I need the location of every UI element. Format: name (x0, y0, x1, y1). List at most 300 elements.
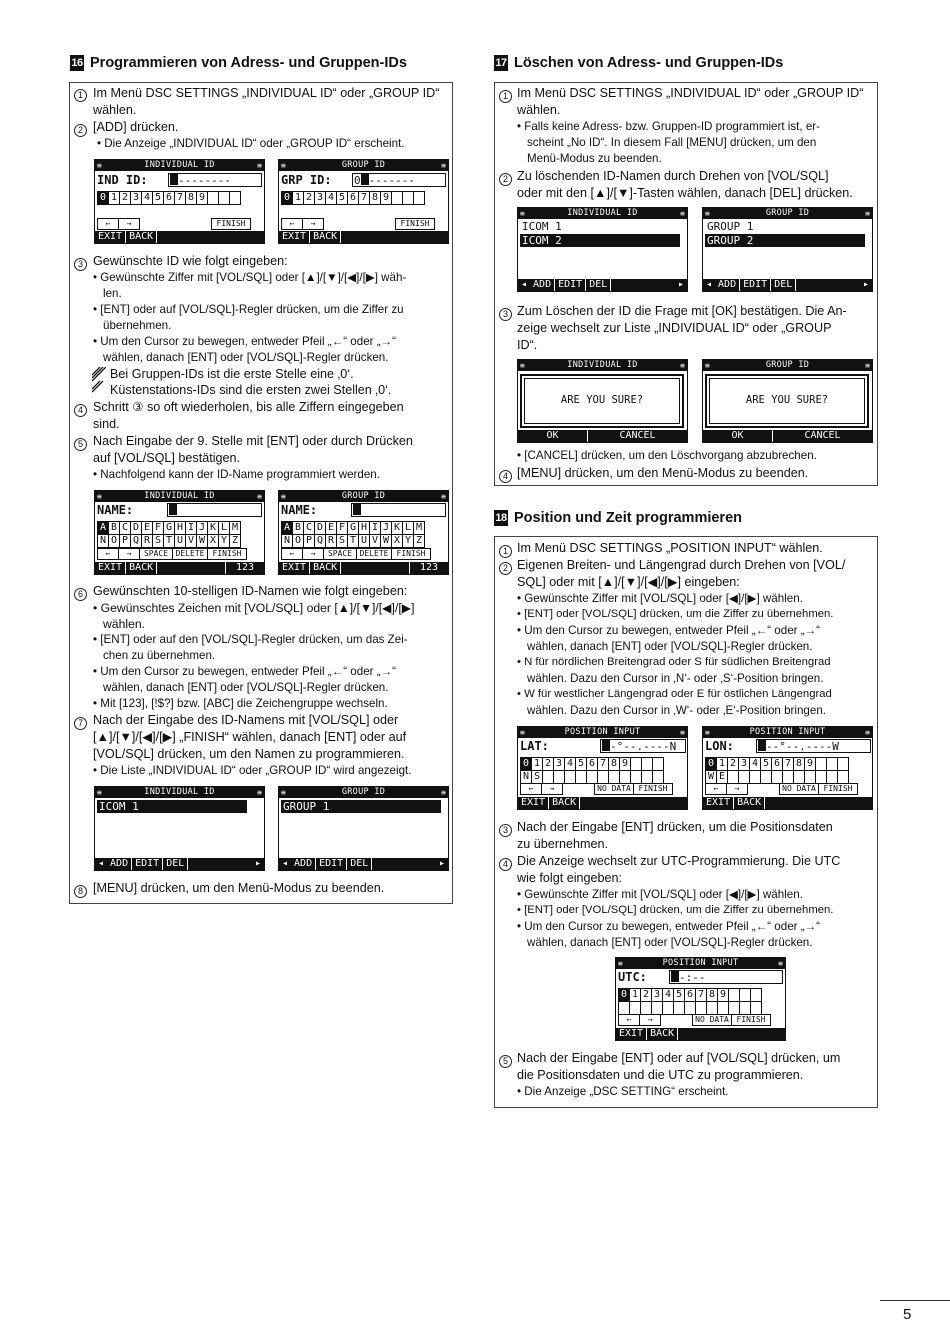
cursor (361, 174, 369, 185)
lcd-name-entry-individual (94, 490, 265, 575)
grid-cell (402, 192, 413, 204)
step-3: 3 (499, 820, 512, 838)
grid-cell[interactable]: H (358, 522, 369, 534)
grid-cell[interactable]: S (152, 535, 163, 547)
scroll-right-icon: ▸ (677, 279, 684, 290)
letter-grid-row2[interactable] (281, 534, 425, 548)
grid-cell[interactable]: K (207, 522, 218, 534)
lcd-group-id-entry (278, 159, 449, 244)
digit-grid[interactable] (97, 191, 241, 205)
menu-icon: ≡ (281, 788, 286, 797)
back-softkey[interactable]: BACK (126, 231, 157, 243)
nav-buttons (281, 218, 434, 230)
grid-cell[interactable]: V (369, 535, 380, 547)
bullet: wählen. Dazu den Cursor in ‚W‘- oder ‚E‘-Position bringen. (527, 704, 826, 717)
grid-cell[interactable]: T (163, 535, 174, 547)
grid-cell[interactable]: 4 (749, 758, 760, 770)
id-field[interactable]: -------- (168, 173, 262, 187)
scroll-left-icon: ◂ (282, 858, 289, 869)
exit-softkey[interactable]: EXIT (518, 797, 549, 809)
back-softkey[interactable]: BACK (126, 562, 157, 574)
space-button[interactable]: SPACE (323, 548, 357, 560)
utc-field[interactable]: -:-- (669, 970, 783, 984)
grid-cell[interactable]: 0 (520, 758, 531, 770)
grid-cell[interactable]: R (325, 535, 336, 547)
grid-cell (826, 758, 837, 770)
finish-button[interactable]: FINISH (207, 548, 247, 560)
section-heading: Programmieren von Adress- und Gruppen-IDs (90, 55, 407, 71)
grid-cell[interactable]: A (281, 522, 292, 534)
arrow-left-button[interactable]: ← (281, 218, 303, 230)
bullet: • Um den Cursor zu bewegen, entweder Pfeil „←“ oder „→“ (93, 335, 397, 348)
grid-cell[interactable]: 5 (336, 192, 347, 204)
grid-cell (629, 1002, 640, 1014)
arrow-right-button[interactable]: → (118, 548, 140, 560)
grid-cell[interactable]: 4 (662, 989, 673, 1001)
grid-cell[interactable]: 0 (97, 192, 108, 204)
menu-icon: ≡ (520, 361, 525, 370)
ok-softkey[interactable]: OK (518, 430, 588, 442)
grid-cell[interactable]: E (141, 522, 152, 534)
add-softkey[interactable]: ADD (715, 279, 740, 291)
space-button[interactable]: SPACE (139, 548, 173, 560)
step-text: Zu löschenden ID-Namen durch Drehen von [VOL/SQL] (517, 169, 829, 183)
grid-cell[interactable]: N (520, 771, 531, 783)
grid-cell[interactable]: 4 (325, 192, 336, 204)
grid-cell (771, 771, 782, 783)
finish-button[interactable]: FINISH (731, 1014, 771, 1026)
cursor (602, 740, 610, 751)
section-heading: Position und Zeit programmieren (514, 510, 742, 526)
grid-cell[interactable]: 9 (619, 758, 630, 770)
back-softkey[interactable]: BACK (734, 797, 765, 809)
step-text: sind. (93, 417, 120, 431)
grid-cell[interactable]: 0 (618, 989, 629, 1001)
grid-cell[interactable]: 8 (369, 192, 380, 204)
grid-cell (750, 989, 761, 1001)
mode-123-softkey[interactable]: 123 (225, 562, 264, 574)
grid-cell[interactable]: N (97, 535, 108, 547)
grid-cell[interactable]: 5 (152, 192, 163, 204)
grid-cell[interactable]: 6 (684, 989, 695, 1001)
grid-cell[interactable]: F (152, 522, 163, 534)
add-softkey[interactable]: ADD (530, 279, 555, 291)
name-label: NAME: (97, 503, 134, 517)
grid-cell[interactable]: 8 (706, 989, 717, 1001)
grid-cell[interactable]: U (174, 535, 185, 547)
step-text: wie folgt eingeben: (517, 871, 623, 885)
bullet: • Um den Cursor zu bewegen, entweder Pfeil „←“ oder „→“ (517, 624, 821, 637)
digit-grid[interactable] (281, 191, 425, 205)
grid-cell[interactable]: 8 (793, 758, 804, 770)
arrow-left-button[interactable]: ← (97, 218, 119, 230)
grid-cell[interactable]: 2 (640, 989, 651, 1001)
cancel-softkey[interactable]: CANCEL (619, 430, 656, 441)
grid-cell[interactable]: B (108, 522, 119, 534)
grid-cell[interactable]: M (413, 522, 424, 534)
del-softkey[interactable]: DEL (347, 858, 372, 870)
edit-softkey[interactable]: EDIT (740, 279, 771, 291)
lcd-group-id-list-delete (702, 207, 873, 292)
bullet: Menü-Modus zu beenden. (527, 152, 662, 165)
spacer (747, 783, 780, 795)
grid-cell (750, 1002, 761, 1014)
del-softkey[interactable]: DEL (163, 858, 188, 870)
grid-cell[interactable]: 3 (738, 758, 749, 770)
edit-softkey[interactable]: EDIT (316, 858, 347, 870)
grid-cell[interactable]: 9 (380, 192, 391, 204)
grid-cell (837, 758, 848, 770)
grid-cell[interactable]: 7 (174, 192, 185, 204)
grid-cell[interactable]: R (141, 535, 152, 547)
grid-cell[interactable]: 4 (141, 192, 152, 204)
grid-cell[interactable]: N (281, 535, 292, 547)
exit-softkey[interactable]: EXIT (279, 231, 310, 243)
scroll-left-icon: ◂ (98, 858, 105, 869)
add-softkey[interactable]: ADD (291, 858, 316, 870)
grid-cell (684, 1002, 695, 1014)
step-4: 4 (499, 466, 512, 484)
del-softkey[interactable]: DEL (771, 279, 796, 291)
grid-cell[interactable]: M (229, 522, 240, 534)
lcd-title: GROUP ID (703, 360, 872, 371)
lcd-title: GROUP ID (279, 787, 448, 798)
grid-cell[interactable]: O (108, 535, 119, 547)
grid-cell (739, 989, 750, 1001)
grid-cell[interactable]: 1 (629, 989, 640, 1001)
grid-cell[interactable]: S (336, 535, 347, 547)
lon-label: LON: (705, 739, 734, 753)
grid-cell[interactable]: 7 (782, 758, 793, 770)
grid-cell[interactable]: S (531, 771, 542, 783)
grid-cell (597, 771, 608, 783)
grid-cell[interactable]: K (391, 522, 402, 534)
arrow-left-button[interactable]: ← (520, 783, 542, 795)
grid-cell[interactable]: Z (229, 535, 240, 547)
step-text: Im Menü DSC SETTINGS „INDIVIDUAL ID“ oder „GROUP ID“ (93, 86, 440, 100)
step-6: 6 (74, 584, 87, 602)
grid-cell (662, 1002, 673, 1014)
lcd-title: POSITION INPUT (703, 727, 872, 738)
grid-cell (793, 771, 804, 783)
softkeys (703, 430, 872, 442)
delete-button[interactable]: DELETE (172, 548, 208, 560)
menu-icon: ≡ (680, 209, 685, 218)
finish-button[interactable]: FINISH (211, 218, 251, 230)
grid-cell (728, 989, 739, 1001)
arrow-right-button[interactable]: → (726, 783, 748, 795)
cursor (671, 971, 679, 982)
grid-cell[interactable]: 1 (108, 192, 119, 204)
grid-cell[interactable]: V (185, 535, 196, 547)
lat-field[interactable]: -°--.----N (600, 739, 686, 753)
edit-softkey[interactable]: EDIT (132, 858, 163, 870)
grid-cell[interactable]: E (716, 771, 727, 783)
grid-cell (413, 192, 424, 204)
arrow-right-button[interactable]: → (302, 548, 324, 560)
arrow-left-button[interactable]: ← (281, 548, 303, 560)
lcd-title: POSITION INPUT (616, 958, 785, 969)
nav-buttons (705, 783, 857, 795)
name-field[interactable] (351, 503, 446, 517)
grid-cell (837, 771, 848, 783)
spacer (562, 783, 595, 795)
edit-softkey[interactable]: EDIT (555, 279, 586, 291)
grid-cell[interactable]: P (119, 535, 130, 547)
letter-grid-row1[interactable] (97, 521, 241, 535)
grid-cell[interactable]: 3 (553, 758, 564, 770)
grid-cell[interactable]: 2 (542, 758, 553, 770)
lcd-title: INDIVIDUAL ID (95, 491, 264, 502)
del-softkey[interactable]: DEL (586, 279, 611, 291)
menu-icon: ≡ (441, 788, 446, 797)
grid-cell[interactable]: 8 (608, 758, 619, 770)
grid-cell[interactable]: F (336, 522, 347, 534)
no-data-button[interactable]: NO DATA (779, 783, 819, 795)
ns-grid[interactable] (520, 770, 664, 784)
grid-cell[interactable]: 3 (651, 989, 662, 1001)
list-item[interactable]: GROUP 1 (281, 800, 441, 813)
grid-cell[interactable]: 2 (727, 758, 738, 770)
lcd-group-id-list (278, 786, 449, 871)
mode-123-softkey[interactable]: 123 (409, 562, 448, 574)
grid-cell[interactable]: X (391, 535, 402, 547)
exit-softkey[interactable]: EXIT (703, 797, 734, 809)
softkeys (703, 279, 872, 291)
bullet: • Die Anzeige „INDIVIDUAL ID“ oder „GROUP ID“ erscheint. (97, 137, 405, 150)
lcd-title: POSITION INPUT (518, 727, 687, 738)
grid-cell[interactable]: I (185, 522, 196, 534)
grid-cell[interactable]: A (97, 522, 108, 534)
grid-cell[interactable]: 0 (281, 192, 292, 204)
list-item[interactable]: GROUP 1 (707, 220, 754, 233)
grid-cell (728, 1002, 739, 1014)
grid-cell[interactable]: 1 (292, 192, 303, 204)
nav-buttons (618, 1014, 770, 1026)
bullet: • [CANCEL] drücken, um den Löschvorgang abzubrechen. (517, 449, 817, 462)
cursor (169, 504, 177, 515)
arrow-left-button[interactable]: ← (618, 1014, 640, 1026)
confirm-dialog (705, 374, 869, 428)
exit-softkey[interactable]: EXIT (616, 1028, 647, 1040)
grid-cell[interactable]: 1 (716, 758, 727, 770)
grid-cell (815, 771, 826, 783)
name-field[interactable] (167, 503, 262, 517)
grid-cell (630, 758, 641, 770)
grid-cell[interactable]: W (380, 535, 391, 547)
grid-cell[interactable]: 2 (303, 192, 314, 204)
grid-cell[interactable]: 5 (673, 989, 684, 1001)
no-data-button[interactable]: NO DATA (594, 783, 634, 795)
lcd-position-lat (517, 726, 688, 810)
grid-cell[interactable]: G (163, 522, 174, 534)
grid-cell[interactable]: 6 (163, 192, 174, 204)
grid-cell[interactable]: I (369, 522, 380, 534)
id-label: GRP ID: (281, 173, 332, 187)
grid-cell[interactable]: Y (402, 535, 413, 547)
grid-cell[interactable]: 3 (130, 192, 141, 204)
arrow-left-button[interactable]: ← (705, 783, 727, 795)
step-text: Schritt ③ so oft wiederholen, bis alle Ziffern eingegeben (93, 400, 404, 414)
bullet: wählen, danach [ENT] oder [VOL/SQL]-Regler drücken. (527, 936, 813, 949)
softkeys (518, 797, 687, 809)
back-softkey[interactable]: BACK (310, 231, 341, 243)
grid-cell[interactable]: 6 (586, 758, 597, 770)
exit-softkey[interactable]: EXIT (95, 231, 126, 243)
grid-cell[interactable]: 7 (695, 989, 706, 1001)
finish-button[interactable]: FINISH (633, 783, 673, 795)
menu-icon: ≡ (520, 209, 525, 218)
letter-grid-row2[interactable] (97, 534, 241, 548)
list-item[interactable]: ICOM 1 (522, 220, 562, 233)
step-5: 5 (74, 434, 87, 452)
step-number: 1 (74, 89, 87, 102)
step-text: zeige wechselt zur Liste „INDIVIDUAL ID“ oder „GROUP (517, 321, 832, 335)
digit-grid[interactable] (705, 757, 849, 771)
grid-cell[interactable]: 3 (314, 192, 325, 204)
arrow-right-button[interactable]: → (541, 783, 563, 795)
blank-grid (618, 1001, 762, 1015)
letter-grid-row1[interactable] (281, 521, 425, 535)
back-softkey[interactable]: BACK (647, 1028, 678, 1040)
bullet: • Gewünschte Ziffer mit [VOL/SQL] oder [◀]/[▶] wählen. (517, 888, 803, 901)
arrow-left-button[interactable]: ← (97, 548, 119, 560)
grid-cell[interactable]: 9 (196, 192, 207, 204)
step-text: [MENU] drücken, um den Menü-Modus zu beenden. (93, 881, 385, 895)
grid-cell[interactable]: 9 (804, 758, 815, 770)
lcd-confirm-group (702, 359, 873, 443)
cancel-softkey[interactable]: CANCEL (804, 430, 841, 441)
grid-cell[interactable]: 5 (760, 758, 771, 770)
delete-button[interactable]: DELETE (356, 548, 392, 560)
grid-cell[interactable]: H (174, 522, 185, 534)
bullet: • Gewünschte Ziffer mit [VOL/SQL] oder [◀]/[▶] wählen. (517, 592, 803, 605)
step-text: Nach der Eingabe des ID-Namens mit [VOL/SQL] oder (93, 713, 399, 727)
grid-cell[interactable]: 7 (358, 192, 369, 204)
lon-field[interactable]: --°--.----W (756, 739, 871, 753)
grid-cell[interactable]: 5 (575, 758, 586, 770)
step-3: 3 (499, 304, 512, 322)
grid-cell[interactable]: X (207, 535, 218, 547)
grid-cell[interactable]: 2 (119, 192, 130, 204)
grid-cell[interactable]: Q (314, 535, 325, 547)
grid-cell[interactable]: Y (218, 535, 229, 547)
digit-grid[interactable] (618, 988, 762, 1002)
lcd-title: GROUP ID (703, 208, 872, 219)
arrow-right-button[interactable]: → (302, 218, 324, 230)
digit-grid[interactable] (520, 757, 664, 771)
grid-cell[interactable]: E (325, 522, 336, 534)
grid-cell[interactable]: 6 (347, 192, 358, 204)
softkeys (518, 279, 687, 291)
grid-cell[interactable]: C (303, 522, 314, 534)
grid-cell[interactable]: 1 (531, 758, 542, 770)
id-field[interactable]: 0 ------- (352, 173, 446, 187)
exit-softkey[interactable]: EXIT (279, 562, 310, 574)
grid-cell[interactable]: Q (130, 535, 141, 547)
grid-cell[interactable]: J (380, 522, 391, 534)
grid-cell[interactable]: B (292, 522, 303, 534)
grid-cell[interactable]: Z (413, 535, 424, 547)
exit-softkey[interactable]: EXIT (95, 562, 126, 574)
bullet: • Um den Cursor zu bewegen, entweder Pfeil „←“ oder „→“ (93, 665, 397, 678)
grid-cell (640, 1002, 651, 1014)
section-heading: Löschen von Adress- und Gruppen-IDs (514, 55, 784, 71)
back-softkey[interactable]: BACK (310, 562, 341, 574)
grid-cell[interactable]: L (402, 522, 413, 534)
grid-cell (608, 771, 619, 783)
grid-cell[interactable]: 7 (597, 758, 608, 770)
grid-cell[interactable]: T (347, 535, 358, 547)
grid-cell[interactable]: 6 (771, 758, 782, 770)
step-3: 3 (74, 254, 87, 272)
scroll-left-icon: ◂ (706, 279, 713, 290)
bullet: len. (103, 287, 122, 300)
bullet: • [ENT] oder [VOL/SQL] drücken, um die Ziffer zu übernehmen. (517, 608, 834, 620)
grid-cell (815, 758, 826, 770)
bullet: • Die Anzeige „DSC SETTING“ erscheint. (517, 1085, 729, 1098)
grid-cell[interactable]: 0 (705, 758, 716, 770)
we-grid[interactable] (705, 770, 849, 784)
menu-icon: ≡ (520, 728, 525, 737)
grid-cell (826, 771, 837, 783)
note-text: Küstenstations-IDs sind die ersten zwei Stellen ‚0‘. (110, 383, 392, 397)
grid-cell[interactable]: 9 (717, 989, 728, 1001)
grid-cell[interactable]: L (218, 522, 229, 534)
list-item[interactable]: GROUP 2 (705, 234, 865, 247)
add-softkey[interactable]: ADD (107, 858, 132, 870)
lcd-title: INDIVIDUAL ID (518, 208, 687, 219)
ok-softkey[interactable]: OK (703, 430, 773, 442)
cursor (170, 174, 178, 185)
menu-icon: ≡ (865, 361, 870, 370)
grid-cell[interactable]: W (705, 771, 716, 783)
back-softkey[interactable]: BACK (549, 797, 580, 809)
grid-cell[interactable]: D (314, 522, 325, 534)
lcd-position-lon (702, 726, 873, 810)
grid-cell[interactable]: D (130, 522, 141, 534)
menu-icon: ≡ (97, 492, 102, 501)
bullet: übernehmen. (103, 319, 172, 332)
arrow-right-button[interactable]: → (639, 1014, 661, 1026)
list-item[interactable]: ICOM 2 (520, 234, 680, 247)
grid-cell[interactable]: U (358, 535, 369, 547)
grid-cell[interactable]: G (347, 522, 358, 534)
grid-cell (706, 1002, 717, 1014)
grid-cell[interactable]: J (196, 522, 207, 534)
menu-icon: ≡ (680, 361, 685, 370)
grid-cell (630, 771, 641, 783)
spacer (660, 1014, 693, 1026)
grid-cell[interactable]: O (292, 535, 303, 547)
bullet: wählen, danach [ENT] oder [VOL/SQL]-Regler drücken. (103, 351, 389, 364)
finish-button[interactable]: FINISH (395, 218, 435, 230)
menu-icon: ≡ (97, 788, 102, 797)
grid-cell[interactable]: 8 (185, 192, 196, 204)
no-data-button[interactable]: NO DATA (692, 1014, 732, 1026)
grid-cell[interactable]: W (196, 535, 207, 547)
grid-cell[interactable]: P (303, 535, 314, 547)
grid-cell[interactable]: C (119, 522, 130, 534)
grid-cell[interactable]: 4 (564, 758, 575, 770)
list-item[interactable]: ICOM 1 (97, 800, 247, 813)
lat-label: LAT: (520, 739, 549, 753)
arrow-right-button[interactable]: → (118, 218, 140, 230)
finish-button[interactable]: FINISH (818, 783, 858, 795)
finish-button[interactable]: FINISH (391, 548, 431, 560)
step-1: 1 (499, 86, 512, 104)
softkeys (95, 231, 264, 243)
